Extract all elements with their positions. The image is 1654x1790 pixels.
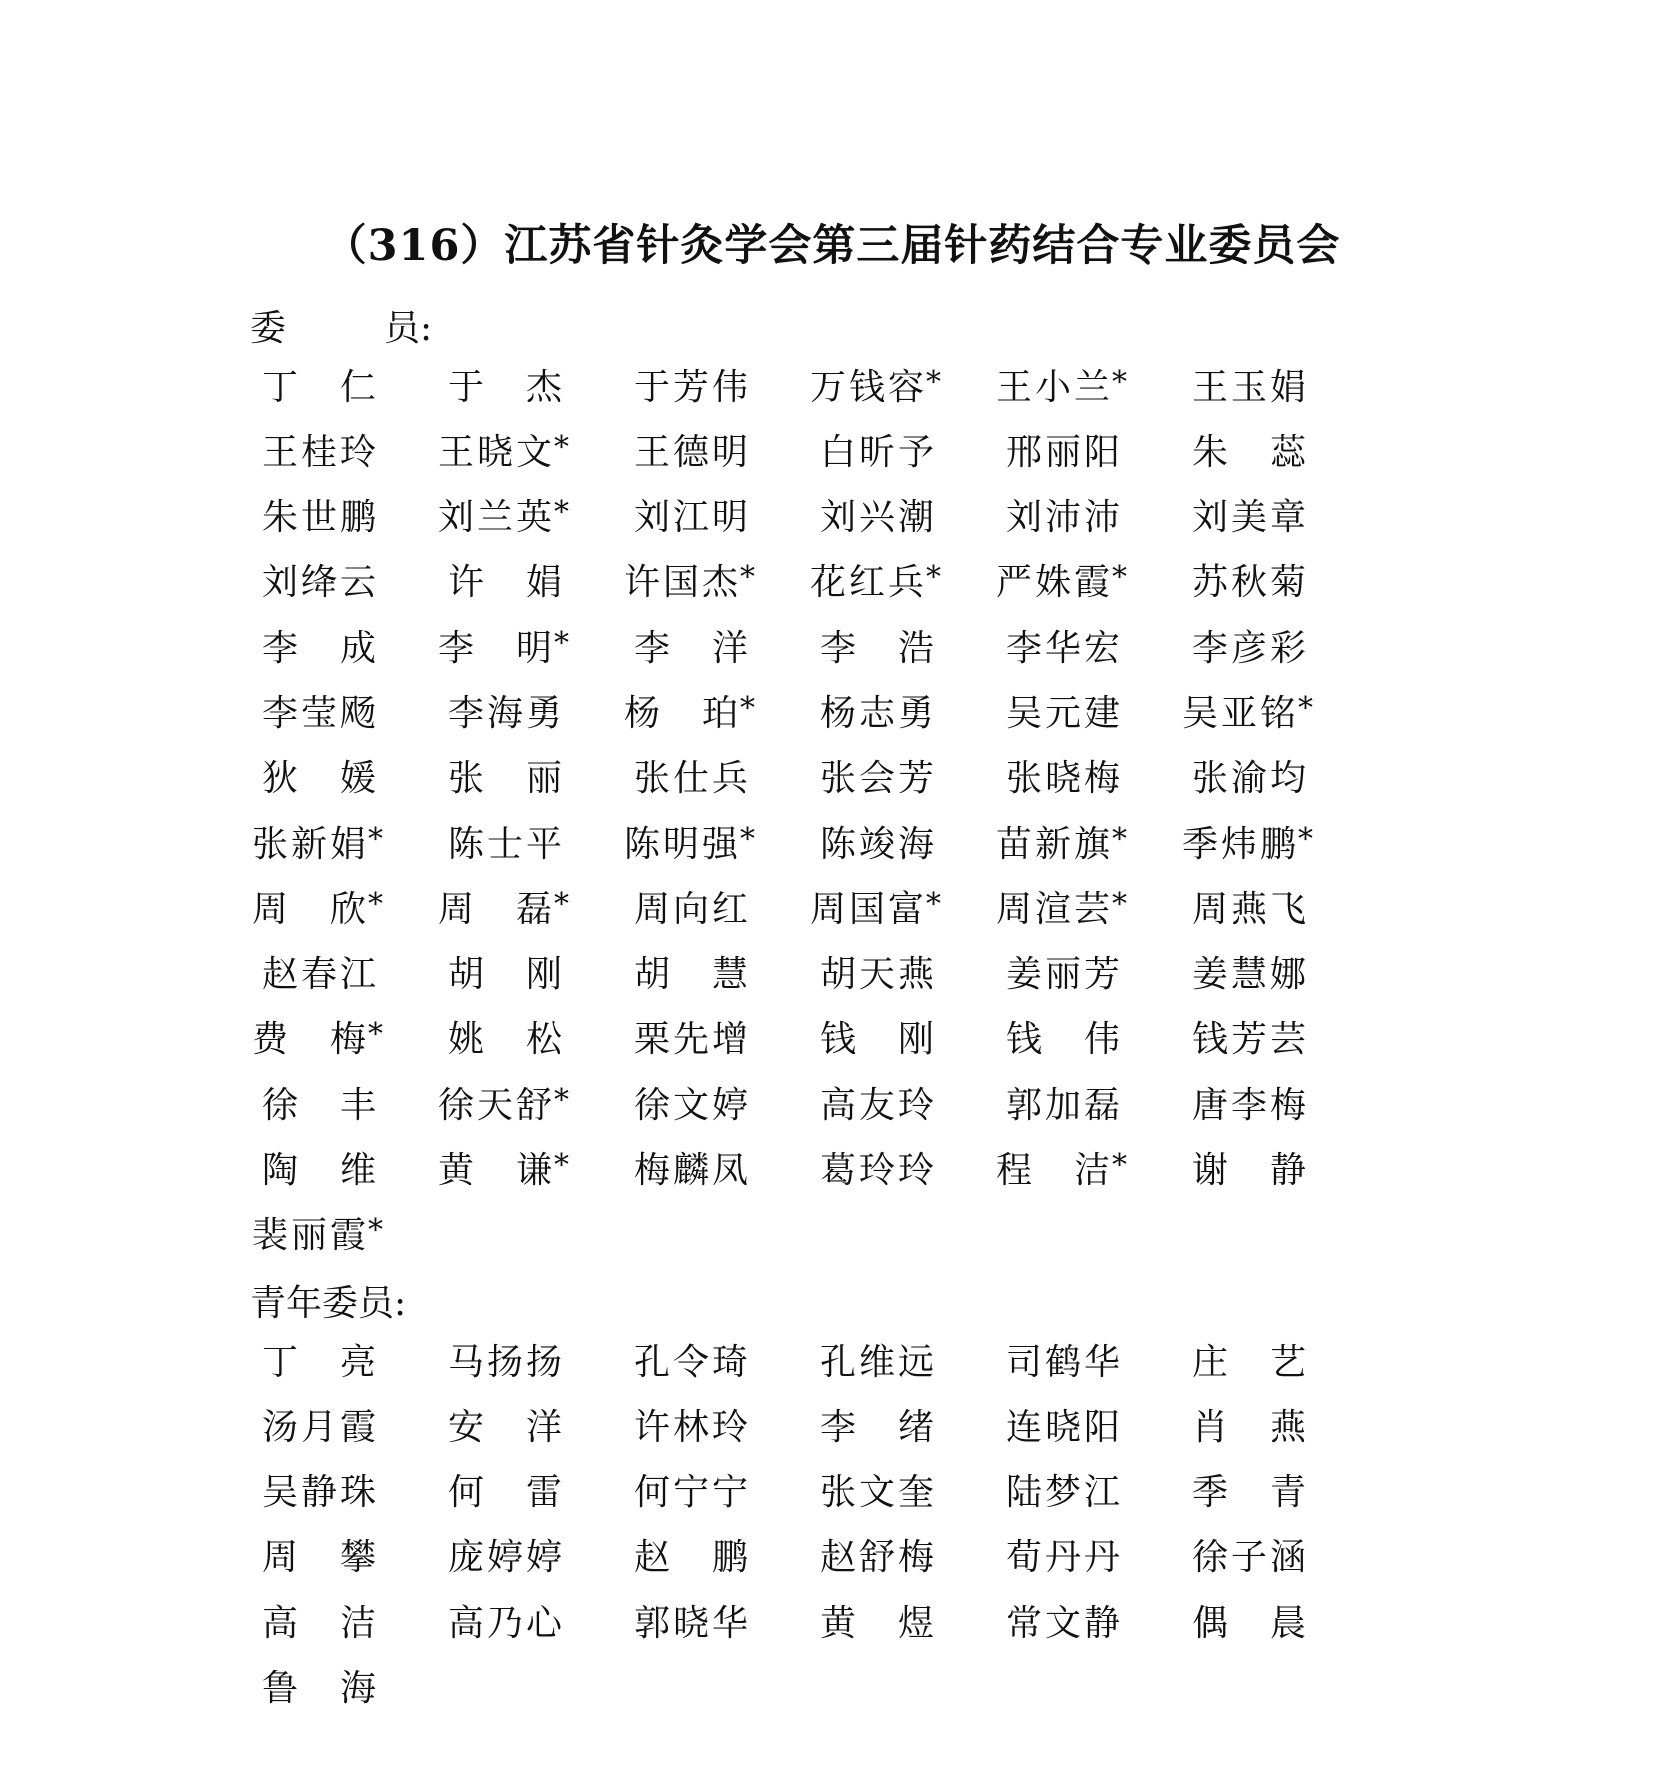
member-name [1006,1598,1192,1642]
member-name [1006,1533,1192,1577]
member-name [1006,1337,1192,1381]
member-name-text: 张丽 [448,758,562,800]
member-name-text: 赵春江 [262,954,376,996]
member-name-text: 庄艺 [1192,1341,1306,1383]
member-name-text: 安洋 [448,1406,562,1448]
asterisk-mark: * [1112,886,1127,922]
member-name-text: 陈士平 [448,823,562,865]
member-name [252,1211,448,1257]
member-name-text: 李浩 [820,627,934,669]
member-name [1192,1337,1378,1381]
member-name-text: 张会芳 [820,758,934,800]
member-name [820,1080,1006,1124]
member-name [438,884,634,930]
member-name [634,362,820,406]
member-name-text: 严姝霞 [996,562,1110,604]
member-name-text: 肖燕 [1192,1406,1306,1448]
member-name-text: 何雷 [448,1472,562,1514]
member-name-text: 赵鹏 [634,1537,748,1579]
member-name-text: 刘兴潮 [820,497,934,539]
member-name-text: 程洁 [996,1150,1110,1192]
member-name [262,754,448,798]
member-name-text: 吴元建 [1006,692,1120,734]
section-label-members-text: 委员 [250,308,420,349]
asterisk-mark: * [554,886,569,922]
asterisk-mark: * [368,1213,383,1249]
member-name-text: 李成 [262,627,376,669]
youth-members-grid [262,1337,1392,1729]
member-name-text: 王德明 [634,431,748,473]
member-name [810,558,1006,604]
member-name-text: 许娟 [448,562,562,604]
asterisk-mark: * [926,560,941,596]
member-name [1006,688,1192,732]
member-name-text: 孔令琦 [634,1341,748,1383]
member-name-text: 黄煜 [820,1602,934,1644]
member-name [1006,950,1192,994]
member-name-text: 吴静珠 [262,1472,376,1514]
member-name [996,819,1192,865]
member-name-text: 朱蕊 [1192,431,1306,473]
member-name [1182,819,1378,865]
member-name [1006,427,1192,471]
member-name [1192,1146,1378,1190]
member-name [448,1468,634,1512]
asterisk-mark: * [926,886,941,922]
member-name [1192,1080,1378,1124]
member-name [448,362,634,406]
member-name [634,623,820,667]
member-name [1192,558,1378,602]
member-name [1192,362,1378,406]
member-name [448,754,634,798]
asterisk-mark: * [554,429,569,465]
member-name-text: 刘沛沛 [1006,497,1120,539]
member-name-text: 连晓阳 [1006,1406,1120,1448]
member-name [448,1337,634,1381]
member-name-text: 朱世鹏 [262,497,376,539]
member-name [1192,1468,1378,1512]
member-name-text: 周渲芸 [996,888,1110,930]
member-name [1192,1015,1378,1059]
member-name-text: 胡刚 [448,954,562,996]
member-name-text: 张晓梅 [1006,758,1120,800]
asterisk-mark: * [368,886,383,922]
member-name [634,1468,820,1512]
member-name-text: 李海勇 [448,692,562,734]
member-name [634,1533,820,1577]
member-name [448,558,634,602]
member-name [634,754,820,798]
member-name [996,1146,1192,1192]
member-name [624,688,820,734]
member-name-text: 季青 [1192,1472,1306,1514]
member-name-text: 周欣 [252,888,366,930]
member-name [1006,1402,1192,1446]
member-name [438,623,634,669]
member-name-text: 苏秋菊 [1192,562,1306,604]
member-name-text: 王桂玲 [262,431,376,473]
member-name [634,884,820,928]
member-name [438,1146,634,1192]
member-name [1192,1598,1378,1642]
asterisk-mark: * [554,625,569,661]
member-name-text: 周国富 [810,888,924,930]
member-name [820,493,1006,537]
member-name-text: 李明 [438,627,552,669]
asterisk-mark: * [740,690,755,726]
member-name-text: 陆梦江 [1006,1472,1120,1514]
member-name-text: 丁仁 [262,366,376,408]
member-name [634,1598,820,1642]
asterisk-mark: * [554,495,569,531]
member-name [820,427,1006,471]
member-name [820,1468,1006,1512]
members-grid [252,362,1392,1276]
member-name [810,884,1006,930]
member-name [448,1598,634,1642]
member-name [262,1146,448,1190]
member-name-text: 狄媛 [262,758,376,800]
member-name-text: 苗新旗 [996,823,1110,865]
member-name [1006,1080,1192,1124]
member-name-text: 钱刚 [820,1019,934,1061]
member-name-text: 王玉娟 [1192,366,1306,408]
member-name [820,1146,1006,1190]
member-name [634,427,820,471]
member-name-text: 刘江明 [634,497,748,539]
asterisk-mark: * [1112,1148,1127,1184]
member-name-text: 丁亮 [262,1341,376,1383]
member-name-text: 于杰 [448,366,562,408]
member-name-text: 陶维 [262,1150,376,1192]
asterisk-mark: * [1298,690,1313,726]
member-name-text: 裴丽霞 [252,1215,366,1257]
member-name [820,950,1006,994]
member-name [262,1663,448,1707]
member-name [820,1337,1006,1381]
member-name-text: 郭晓华 [634,1602,748,1644]
member-name-text: 季炜鹏 [1182,823,1296,865]
member-name-text: 徐文婷 [634,1084,748,1126]
member-name-text: 徐子涵 [1192,1537,1306,1579]
member-name-text: 何宁宁 [634,1472,748,1514]
asterisk-mark: * [1112,364,1127,400]
member-name [810,362,1006,408]
member-name [262,1080,448,1124]
member-name [262,1337,448,1381]
asterisk-mark: * [1112,560,1127,596]
member-name-text: 钱芳芸 [1192,1019,1306,1061]
member-name-text: 胡天燕 [820,954,934,996]
member-name-text: 周燕飞 [1192,888,1306,930]
member-name [634,950,820,994]
member-name [262,1598,448,1642]
member-name-text: 庞婷婷 [448,1537,562,1579]
asterisk-mark: * [1112,821,1127,857]
asterisk-mark: * [926,364,941,400]
member-name-text: 万钱容 [810,366,924,408]
member-name [820,754,1006,798]
member-name-text: 王晓文 [438,431,552,473]
asterisk-mark: * [740,560,755,596]
member-name [448,1402,634,1446]
member-name-text: 花红兵 [810,562,924,604]
member-name-text: 常文静 [1006,1602,1120,1644]
member-name-text: 许国杰 [624,562,738,604]
section-label-youth-members [250,1275,406,1326]
member-name [252,884,448,930]
member-name-text: 李彦彩 [1192,627,1306,669]
member-name-text: 费梅 [252,1019,366,1061]
member-name [448,950,634,994]
asterisk-mark: * [740,821,755,857]
member-name-text: 葛玲玲 [820,1150,934,1192]
member-name [624,558,820,604]
member-name [1006,623,1192,667]
member-name-text: 于芳伟 [634,366,748,408]
member-name [262,1402,448,1446]
member-name [996,362,1192,408]
member-name [252,819,448,865]
asterisk-mark: * [368,1017,383,1053]
asterisk-mark: * [554,1148,569,1184]
member-name [438,1080,634,1126]
member-name [996,884,1192,930]
member-name-text: 张仕兵 [634,758,748,800]
member-name-text: 白昕予 [820,431,934,473]
member-name [634,1080,820,1124]
member-name-text: 姚松 [448,1019,562,1061]
member-name-text: 郭加磊 [1006,1084,1120,1126]
member-name-text: 偶晨 [1192,1602,1306,1644]
member-name [262,1468,448,1512]
member-name [634,1337,820,1381]
section-label-members-colon: : [420,308,433,349]
member-name [252,1015,448,1061]
member-name [820,1598,1006,1642]
member-name-text: 高乃心 [448,1602,562,1644]
section-label-youth-members-text: 青年委员 [250,1283,395,1324]
member-name [1192,884,1378,928]
member-name [624,819,820,865]
member-name [448,1015,634,1059]
member-name [1192,623,1378,667]
member-name [448,688,634,732]
member-name-text: 许林玲 [634,1406,748,1448]
member-name-text: 孔维远 [820,1341,934,1383]
member-name [1192,1533,1378,1577]
member-name-text: 黄谦 [438,1150,552,1192]
member-name [634,1402,820,1446]
member-name [1192,1402,1378,1446]
member-name [820,623,1006,667]
member-name-text: 马扬扬 [448,1341,562,1383]
member-name-text: 徐丰 [262,1084,376,1126]
member-name [820,1015,1006,1059]
asterisk-mark: * [554,1082,569,1118]
member-name-text: 徐天舒 [438,1084,552,1126]
member-name-text: 李洋 [634,627,748,669]
member-name [448,819,634,863]
member-name [262,623,448,667]
member-name-text: 周磊 [438,888,552,930]
member-name [262,688,448,732]
member-name [1006,1015,1192,1059]
member-name-text: 周向红 [634,888,748,930]
document-title: （316）江苏省针灸学会第三届针药结合专业委员会 [323,221,1341,271]
member-name-text: 王小兰 [996,366,1110,408]
member-name-text: 张文奎 [820,1472,934,1514]
member-name-text: 李绪 [820,1406,934,1448]
member-name-text: 梅麟凤 [634,1150,748,1192]
member-name-text: 刘美章 [1192,497,1306,539]
member-name-text: 栗先增 [634,1019,748,1061]
member-name-text: 李华宏 [1006,627,1120,669]
member-name-text: 张渝均 [1192,758,1306,800]
member-name-text: 荀丹丹 [1006,1537,1120,1579]
member-name-text: 李莹飏 [262,692,376,734]
member-name [634,493,820,537]
member-name [1192,427,1378,471]
member-name [820,1402,1006,1446]
member-name-text: 陈明强 [624,823,738,865]
member-name-text: 吴亚铭 [1182,692,1296,734]
asterisk-mark: * [1298,821,1313,857]
member-name [820,1533,1006,1577]
member-name [1006,1468,1192,1512]
member-name [996,558,1192,604]
member-name-text: 刘兰英 [438,497,552,539]
section-label-members [250,300,432,351]
member-name [1192,754,1378,798]
member-name-text: 邢丽阳 [1006,431,1120,473]
member-name [262,950,448,994]
member-name [262,493,448,537]
member-name-text: 高友玲 [820,1084,934,1126]
member-name [1182,688,1378,734]
member-name-text: 姜丽芳 [1006,954,1120,996]
member-name-text: 陈竣海 [820,823,934,865]
member-name-text: 胡慧 [634,954,748,996]
member-name [262,1533,448,1577]
member-name [634,1015,820,1059]
member-name [820,688,1006,732]
member-name-text: 杨志勇 [820,692,934,734]
member-name [438,427,634,473]
section-label-youth-members-colon: : [394,1283,407,1324]
member-name-text: 钱伟 [1006,1019,1120,1061]
member-name [1192,493,1378,537]
member-name-text: 赵舒梅 [820,1537,934,1579]
member-name-text: 唐李梅 [1192,1084,1306,1126]
member-name-text: 高洁 [262,1602,376,1644]
member-name [438,493,634,539]
member-name [262,558,448,602]
member-name [820,819,1006,863]
member-name [448,1533,634,1577]
asterisk-mark: * [368,821,383,857]
member-name [262,362,448,406]
member-name-text: 刘绛云 [262,562,376,604]
member-name-text: 鲁海 [262,1667,376,1709]
member-name [634,1146,820,1190]
member-name-text: 杨珀 [624,692,738,734]
member-name-text: 张新娟 [252,823,366,865]
member-name [1006,754,1192,798]
member-name [1006,493,1192,537]
member-name [1192,950,1378,994]
member-name-text: 周攀 [262,1537,376,1579]
member-name-text: 姜慧娜 [1192,954,1306,996]
member-name [262,427,448,471]
member-name-text: 谢静 [1192,1150,1306,1192]
member-name-text: 汤月霞 [262,1406,376,1448]
member-name-text: 司鹤华 [1006,1341,1120,1383]
